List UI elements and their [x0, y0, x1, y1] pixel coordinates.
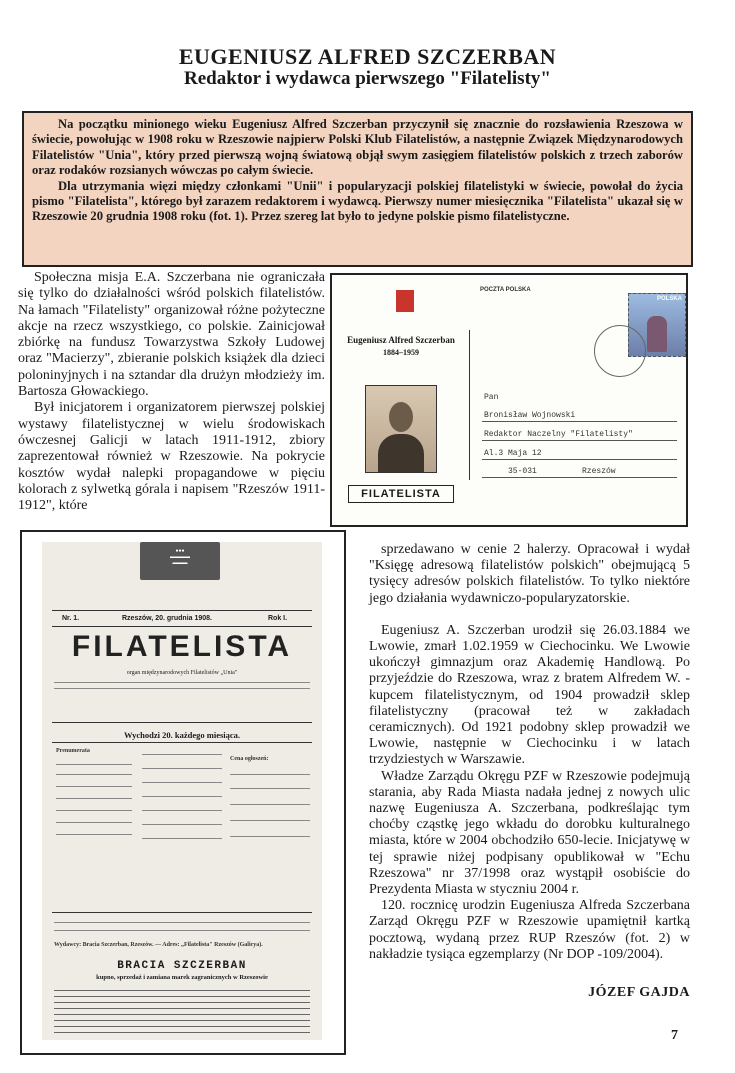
column2-paragraph-1: sprzedawano w cenie 2 halerzy. Opracował i wydał "Księgę adresową filatelistów polskich" obejmującą 5 tysięcy adresów polskich filatelistów. To tylko niektóre jego działania wydawniczo-popularyzatorskie.: [369, 542, 690, 606]
newspaper-fine-print: [54, 682, 310, 683]
right-column-text: [369, 542, 690, 963]
newspaper-fine-print: [142, 824, 222, 825]
newspaper-page: [42, 542, 322, 1040]
newspaper-fine-print: [230, 774, 310, 775]
newspaper-fine-print: [54, 688, 310, 689]
bracia-szczerban-heading: BRACIA SZCZERBAN: [117, 960, 247, 972]
newspaper-banner-icon: ●●● ▬▬▬▬ ▬▬▬: [140, 542, 220, 580]
newspaper-fine-print: [142, 810, 222, 811]
poczta-polska-label: POCZTA POLSKA: [480, 287, 531, 293]
article-subtitle: Redaktor i wydawca pierwszego "Filatelisty": [184, 68, 551, 89]
newspaper-fine-print: [230, 836, 310, 837]
newspaper-fine-print: [142, 782, 222, 783]
postcard-filatelista: FILATELISTA: [348, 485, 454, 503]
bracia-kupno: kupno, sprzedaż i zamiana marek zagranicznych w Rzeszowie: [96, 974, 268, 981]
newspaper-fine-print: [142, 768, 222, 769]
address-line-5: Rzeszów: [582, 467, 616, 476]
address-line-3: Redaktor Naczelny "Filatelisty": [484, 430, 633, 439]
address-rule: [482, 477, 677, 478]
newspaper-publishers: Wydawcy: Bracia Szczerban, Rzeszów. — Adres: „Filatelista" Rzeszów (Galicya).: [54, 942, 263, 948]
address-rule: [482, 459, 677, 460]
address-line-4: Al.3 Maja 12: [484, 449, 542, 458]
newspaper-fine-print: [56, 810, 132, 811]
newspaper-title: FILATELISTA: [71, 630, 293, 663]
address-rule: [482, 440, 677, 441]
stamp-country: POLSKA: [656, 296, 682, 302]
newspaper-fine-print: [54, 922, 310, 923]
intro-paragraph-1: Na początku minionego wieku Eugeniusz Alfred Szczerban przyczynił się znacznie do rozsławienia Rzeszowa w świecie, powołując w 1908 roku w Rzeszowie najpierw Polski Klub Filatelistów, a następnie Związek Międzynarodowych Filatelistów "Unia", który przed pierwszą wojną światową objął swym zasięgiem filatelistów polskich z trzech zaborów oraz rodaków rozsianych wówczas po całym świecie.: [32, 117, 683, 178]
newspaper-year: Rok I.: [268, 615, 288, 622]
postcard-photo: [330, 273, 688, 527]
newspaper-fine-print: [56, 774, 132, 775]
portrait-body-icon: [378, 434, 424, 472]
postmark-icon: [594, 325, 646, 377]
stamp-figure-icon: [647, 316, 667, 352]
address-rule: [482, 421, 677, 422]
newspaper-place-date: Rzeszów, 20. grudnia 1908.: [122, 615, 212, 622]
page-number: 7: [671, 1028, 678, 1043]
newspaper-fine-print: [56, 798, 132, 799]
newspaper-prenumerata: [56, 748, 136, 756]
newspaper-fine-print: [230, 804, 310, 805]
author-signature: JÓZEF GAJDA: [588, 985, 690, 1000]
postcard-years: 1884–1959: [383, 348, 419, 357]
column1-paragraph-1: Społeczna misja E.A. Szczerbana nie ograniczała się tylko do działalności wśród polskich filatelistów. Na łamach "Filatelisty" organizował różne pożyteczne akcje na rzecz wszystkiego, co polskie. Zainicjował zbiórkę na fundusz Towarzystwa Szkoły Ludowej oraz "Macierzy", zbieranie polskich książek dla dzieci poloninyjnych i na sztandar dla drużyn młodzieży im. Bartosza Głowackiego.: [18, 270, 325, 400]
column2-paragraph-4: 120. rocznicę urodzin Eugeniusza Alfreda Szczerbana Zarząd Okręgu PZF w Rzeszowie upamiętnił kartką pocztową, wydaną przez RUP Rzeszów (fot. 2) w nakładzie tysiąca egzemplarzy (Nr DOP -109/2004).: [369, 898, 690, 962]
postcard-divider: [469, 330, 470, 480]
newspaper-rule: [52, 742, 312, 743]
article-title: EUGENIUSZ ALFRED SZCZERBAN: [178, 44, 557, 69]
newspaper-fine-print: [56, 764, 132, 765]
postcard-name: Eugeniusz Alfred Szczerban: [347, 335, 455, 345]
newspaper-fine-print: [142, 796, 222, 797]
newspaper-fine-print: [54, 930, 310, 931]
prenumerata-heading: Prenumerata: [56, 748, 90, 754]
newspaper-fine-print: [56, 786, 132, 787]
column2-paragraph-2: Eugeniusz A. Szczerban urodził się 26.03.1884 we Lwowie, zmarł 1.02.1959 w Ciechocinku. We Lwowie ukończył gimnazjum oraz Akademię Handlową. Po przyjeździe do Rzeszowa, wraz z bratem Alfredem W. - kupcem filatelistycznym, od 1904 prowadził sklep filatelistyczny (pracował też w zakładach ceramicznych). Od 1921 podobny sklep prowadził we Lwowie, następnie w Ciechocinku i w latach trzydziestych w Warszawie.: [369, 622, 690, 768]
newspaper-rule: [52, 912, 312, 913]
cena-heading: Cena ogłoszeń:: [230, 756, 269, 762]
newspaper-cena: [230, 756, 310, 764]
newspaper-fine-print: [142, 754, 222, 755]
address-postcode: 35-031: [508, 467, 537, 476]
newspaper-fine-print: [230, 820, 310, 821]
newspaper-schedule: Wychodzi 20. każdego miesiąca.: [123, 730, 241, 740]
column1-paragraph-2: Był inicjatorem i organizatorem pierwszej polskiej wystawy filatelistycznej w wielu środowiskach ówczesnej Galicji w latach 1911-1912, zbiory zaprezentował również w Rzeszowie. Na pokrycie kosztów wydał nalepki propagandowe w pięciu kolorach z sylwetką górala i napisem "Rzeszów 1911-1912", które: [18, 400, 325, 514]
newspaper-fine-print: [230, 788, 310, 789]
portrait-image: [365, 385, 437, 473]
postcard-illustration: [338, 335, 464, 527]
intro-box: [22, 111, 693, 267]
newspaper-photo: [20, 530, 346, 1055]
newspaper-number: Nr. 1.: [62, 615, 80, 622]
address-line-2: Bronisław Wojnowski: [484, 411, 576, 420]
column2-paragraph-3: Władze Zarządu Okręgu PZF w Rzeszowie podejmują starania, aby Rada Miasta nadała jednej z nowych ulic nazwę Eugeniusza A. Szczerbana, podkreślając tym choćby cząstkę jego wkładu do dorobku kulturalnego miasta, które w 2004 obchodziło 650-lecie. Inicjatywę w tej sprawie niżej podpisany opublikował w "Echu Rzeszowa" nr 37/1998 oraz wystąpił osobiście do Prezydenta Miasta w styczniu 2004 r.: [369, 768, 690, 898]
newspaper-fine-print: [56, 822, 132, 823]
portrait-head-icon: [389, 402, 413, 432]
newspaper-fine-print: [56, 834, 132, 835]
newspaper-fine-print: [142, 838, 222, 839]
newspaper-organ: organ międzynarodowych Filatelistów „Unia": [126, 670, 238, 676]
pzf-logo-icon: [396, 290, 414, 312]
left-column-text: [18, 270, 325, 514]
newspaper-rule: [52, 610, 312, 611]
newspaper-rule: [52, 722, 312, 723]
intro-paragraph-2: Dla utrzymania więzi między członkami "Unii" i popularyzacji polskiej filatelistyki w świecie, powołał do życia pismo "Filatelista", którego był zarazem redaktorem i wydawcą. Pierwszy numer miesięcznika "Filatelista" ukazał się w Rzeszowie 20 grudnia 1908 roku (fot. 1). Przez szereg lat było to jedyne polskie pismo filatelistyczne.: [32, 178, 683, 224]
address-line-1: Pan: [484, 393, 499, 402]
newspaper-rule: [52, 626, 312, 627]
